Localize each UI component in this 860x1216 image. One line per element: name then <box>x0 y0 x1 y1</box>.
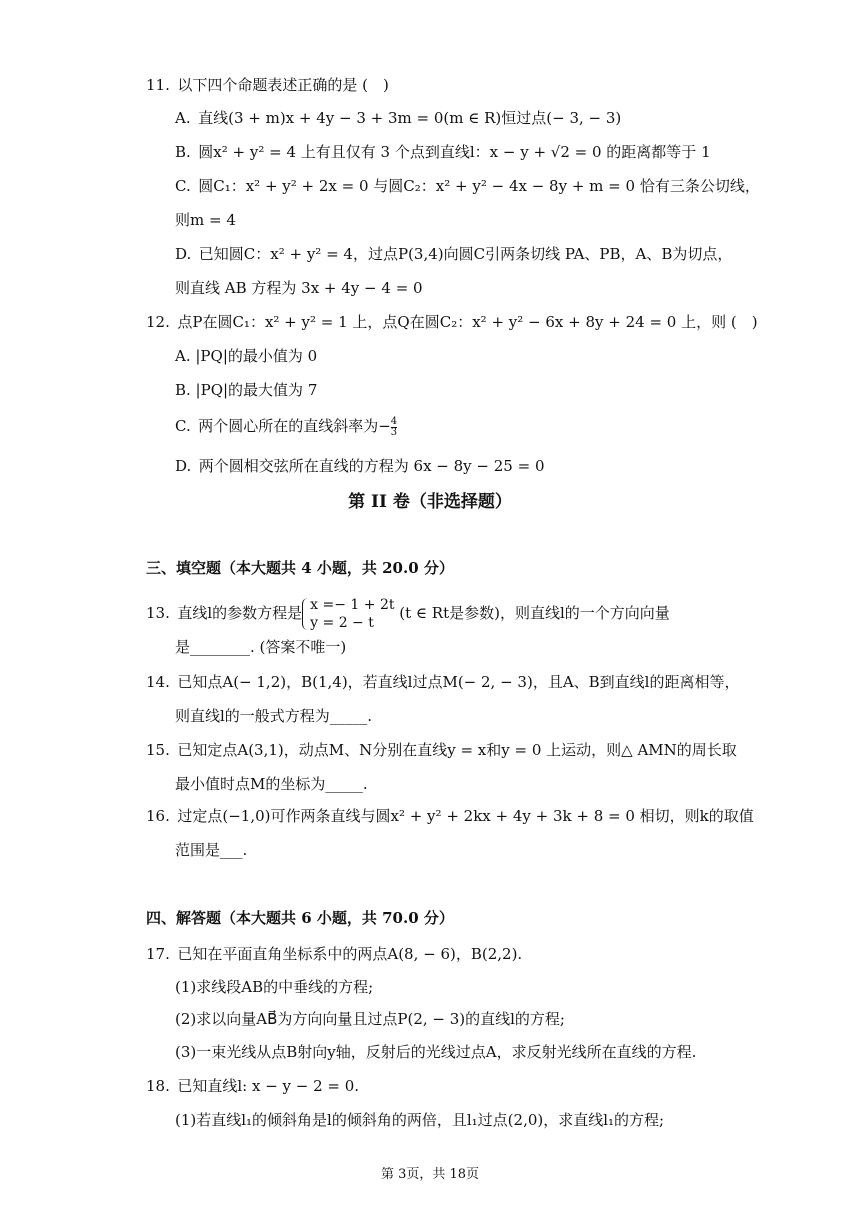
q18-part1: (1)若直线l₁的倾斜角是l的倾斜角的两倍，且l₁过点(2,0)，求直线l₁的方程; <box>175 1111 665 1129</box>
page-footer: 第 3页，共 18页 <box>380 1167 480 1182</box>
q12-option-c <box>175 416 397 438</box>
q13-line2: 是________. (答案不唯一) <box>175 638 347 656</box>
q17-stem: 17. 已知在平面直角坐标系中的两点A(8, − 6)，B(2,2). <box>146 945 523 963</box>
q12-stem: 12. 点P在圆C₁：x² + y² = 1 上，点Q在圆C₂：x² + y² − 6x + 8y + 24 = 0 上，则 ( ) <box>146 313 758 331</box>
q12-option-a: A. |PQ|的最小值为 0 <box>175 347 318 365</box>
system-row-1: x =− 1 + 2t <box>310 597 395 613</box>
q17-part3: (3)一束光线从点B射向y轴，反射后的光线过点A，求反射光线所在直线的方程. <box>175 1043 697 1061</box>
fraction-numerator: 4 <box>390 415 398 427</box>
q11-option-c-line1: C. 圆C₁：x² + y² + 2x = 0 与圆C₂：x² + y² − 4x − 8y + m = 0 恰有三条公切线， <box>175 177 760 195</box>
q11-option-d-line2: 则直线 AB 方程为 3x + 4y − 4 = 0 <box>175 279 423 297</box>
q17-part1: (1)求线段AB的中垂线的方程; <box>175 978 374 996</box>
system-row-2: y = 2 − t <box>310 615 374 631</box>
q18-stem: 18. 已知直线l: x − y − 2 = 0. <box>146 1077 360 1095</box>
fraction-denominator: 3 <box>390 426 398 438</box>
q17-part2: (2)求以向量AB⃗为方向向量且过点P(2, − 3)的直线l的方程; <box>175 1010 565 1028</box>
q16-line2: 范围是___. <box>175 841 248 859</box>
q12-option-b: B. |PQ|的最大值为 7 <box>175 381 318 399</box>
q13-prefix: 13. 直线l的参数方程是 <box>146 604 303 622</box>
q14-line2: 则直线l的一般式方程为_____. <box>175 707 373 725</box>
q13-suffix: (t ∈ Rt是参数)，则直线l的一个方向向量 <box>399 604 670 622</box>
q13-line1 <box>146 596 670 632</box>
section3-heading: 三、填空题（本大题共 4 小题，共 20.0 分） <box>146 559 454 577</box>
q15-line2: 最小值时点M的坐标为_____. <box>175 775 368 793</box>
q15-line1: 15. 已知定点A(3,1)，动点M、N分别在直线y = x和y = 0 上运动，则△ AMN的周长取 <box>146 741 737 759</box>
q11-stem: 11. 以下四个命题表述正确的是 ( ) <box>146 76 389 94</box>
q11-option-b: B. 圆x² + y² = 4 上有且仅有 3 个点到直线l：x − y + √2 = 0 的距离都等于 1 <box>175 143 711 161</box>
part2-title: 第 II 卷（非选择题） <box>348 492 512 512</box>
q11-option-c-line2: 则m = 4 <box>175 211 236 229</box>
q12-option-d: D. 两个圆相交弦所在直线的方程为 6x − 8y − 25 = 0 <box>175 457 545 475</box>
q11-option-a: A. 直线(3 + m)x + 4y − 3 + 3m = 0(m ∈ R)恒过点(− 3, − 3) <box>175 109 622 127</box>
q14-line1: 14. 已知点A(− 1,2)，B(1,4)，若直线l过点M(− 2, − 3)，且A、B到直线l的距离相等， <box>146 673 740 691</box>
fraction <box>391 417 397 438</box>
q11-option-d-line1: D. 已知圆C：x² + y² = 4，过点P(3,4)向圆C引两条切线 PA、PB，A、B为切点， <box>175 245 733 263</box>
equation-system <box>302 596 394 632</box>
q16-line1: 16. 过定点(−1,0)可作两条直线与圆x² + y² + 2kx + 4y + 3k + 8 = 0 相切，则k的取值 <box>146 807 754 825</box>
section4-heading: 四、解答题（本大题共 6 小题，共 70.0 分） <box>146 909 454 927</box>
q12-option-c-text: C. 两个圆心所在的直线斜率为− <box>175 417 391 435</box>
